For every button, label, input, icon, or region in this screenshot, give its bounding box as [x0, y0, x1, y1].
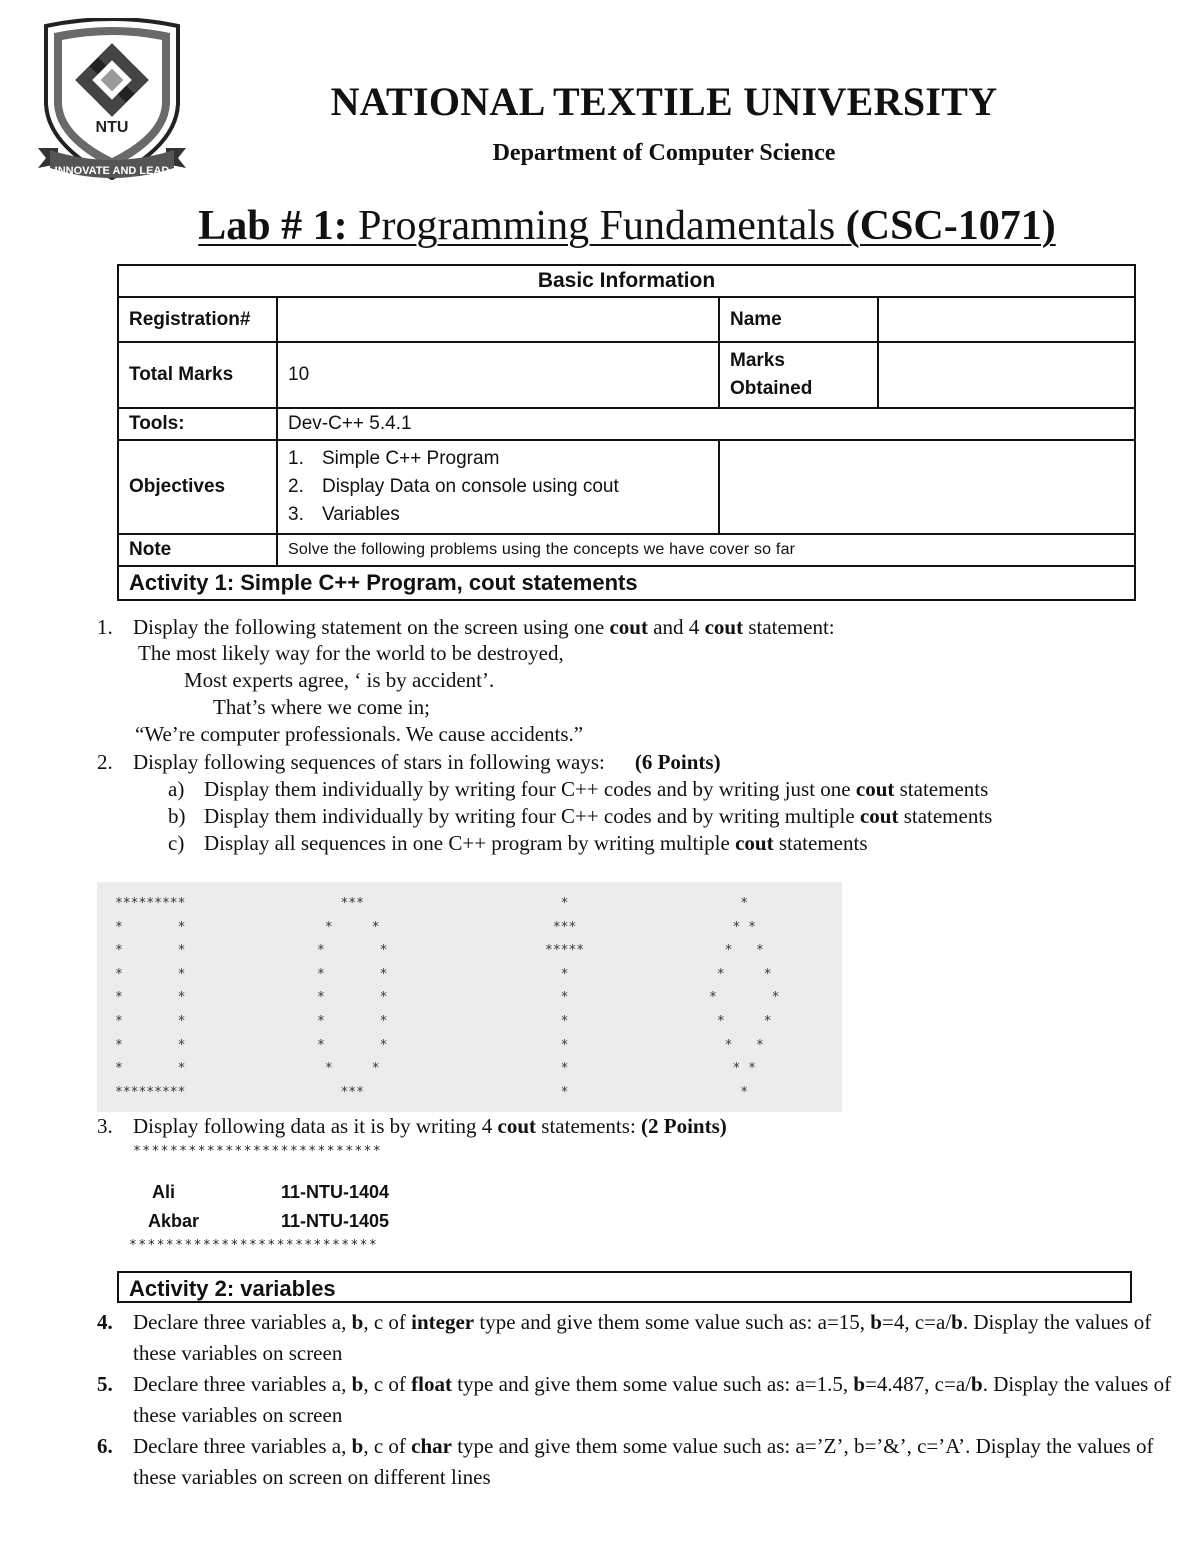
quote-line-2: Most experts agree, ‘ is by accident’. — [184, 668, 495, 692]
student-name-1: Ali — [152, 1182, 176, 1202]
activity1-heading: Activity 1: Simple C++ Program, cout statements — [118, 566, 1135, 600]
objectives-list — [288, 445, 708, 529]
square-star-pattern: ********* * * * * * * * * * * * * * * ********* — [115, 896, 186, 1100]
total-marks-label: Total Marks — [118, 342, 277, 408]
oval-star-pattern: *** * * * * * * * * * * * * * * *** — [317, 896, 388, 1100]
tools-label: Tools: — [118, 408, 277, 440]
lab-number: Lab # 1: — [198, 203, 348, 249]
note-value: Solve the following problems using the concepts we have cover so far — [277, 534, 1135, 566]
question-6: 6. Declare three variables a, b, c of char type and give them some value such as: a=’Z’, b=’&’, c=’A’. Display the values of these variables on screen on different lines — [97, 1434, 1154, 1489]
question-5: 5. Declare three variables a, b, c of float type and give them some value such as: a=1.5, b=4.487, c=a/b. Display the values of these variables on screen — [97, 1372, 1172, 1427]
star-line-bottom: *************************** — [129, 1238, 379, 1253]
question-2: 2. Display following sequences of stars in following ways: (6 Points) — [97, 750, 721, 774]
registration-label: Registration# — [118, 297, 277, 342]
question-4: 4. Declare three variables a, b, c of integer type and give them some value such as: a=15, b=4, c=a/b. Display the values of these variables on screen — [97, 1310, 1152, 1365]
objective-item: 3. Variables — [288, 504, 400, 525]
quote-line-3: That’s where we come in; — [213, 695, 430, 719]
objectives-label: Objectives — [118, 440, 277, 534]
objectives-cell — [277, 440, 719, 534]
objective-item: 1. Simple C++ Program — [288, 448, 500, 469]
question-2c: c) Display all sequences in one C++ program by writing multiple cout statements — [168, 831, 868, 855]
department-name: Department of Computer Science — [492, 140, 836, 166]
marks-obtained-label: Marks Obtained — [719, 342, 878, 408]
lab-title — [0, 202, 1200, 250]
lab-subject: Programming Fundamentals — [347, 203, 846, 249]
diamond-star-pattern: * * * * * * * * * * * * * * * * — [709, 896, 780, 1100]
quote-line-4: “We’re computer professionals. We cause accidents.” — [135, 722, 584, 746]
registration-value[interactable] — [277, 297, 719, 342]
question-2b: b) Display them individually by writing four C++ codes and by writing multiple cout statements — [168, 804, 993, 828]
table-title: Basic Information — [118, 265, 1135, 297]
student-id-1: 11-NTU-1404 — [281, 1182, 390, 1202]
student-name-2: Akbar — [148, 1211, 200, 1231]
name-value[interactable] — [878, 297, 1135, 342]
university-title: NATIONAL TEXTILE UNIVERSITY — [330, 79, 998, 124]
question-2a: a) Display them individually by writing four C++ codes and by writing just one cout statements — [168, 777, 989, 801]
name-label: Name — [719, 297, 878, 342]
quote-line-1: The most likely way for the world to be destroyed, — [138, 641, 564, 665]
tools-value: Dev-C++ 5.4.1 — [277, 408, 1135, 440]
basic-information-table — [117, 264, 1136, 601]
objectives-blank-cell — [719, 440, 1135, 534]
logo-text: NTU — [95, 119, 129, 136]
activity2-heading: Activity 2: variables — [117, 1271, 1132, 1303]
star-patterns-panel — [97, 882, 842, 1112]
question-1: 1. Display the following statement on the screen using one cout and 4 cout statement: — [97, 615, 835, 639]
star-line-top: *************************** — [133, 1144, 383, 1159]
total-marks-value: 10 — [277, 342, 719, 408]
course-code: (CSC-1071) — [845, 203, 1056, 249]
arrow-star-pattern: * *** ***** * * * * * * — [545, 896, 585, 1100]
objective-item: 2. Display Data on console using cout — [288, 476, 619, 497]
note-label: Note — [118, 534, 277, 566]
logo-banner-text: INNOVATE AND LEAD — [54, 165, 170, 177]
question-3: 3. Display following data as it is by writing 4 cout statements: (2 Points) — [97, 1114, 727, 1138]
student-id-2: 11-NTU-1405 — [281, 1211, 390, 1231]
marks-obtained-value[interactable] — [878, 342, 1135, 408]
